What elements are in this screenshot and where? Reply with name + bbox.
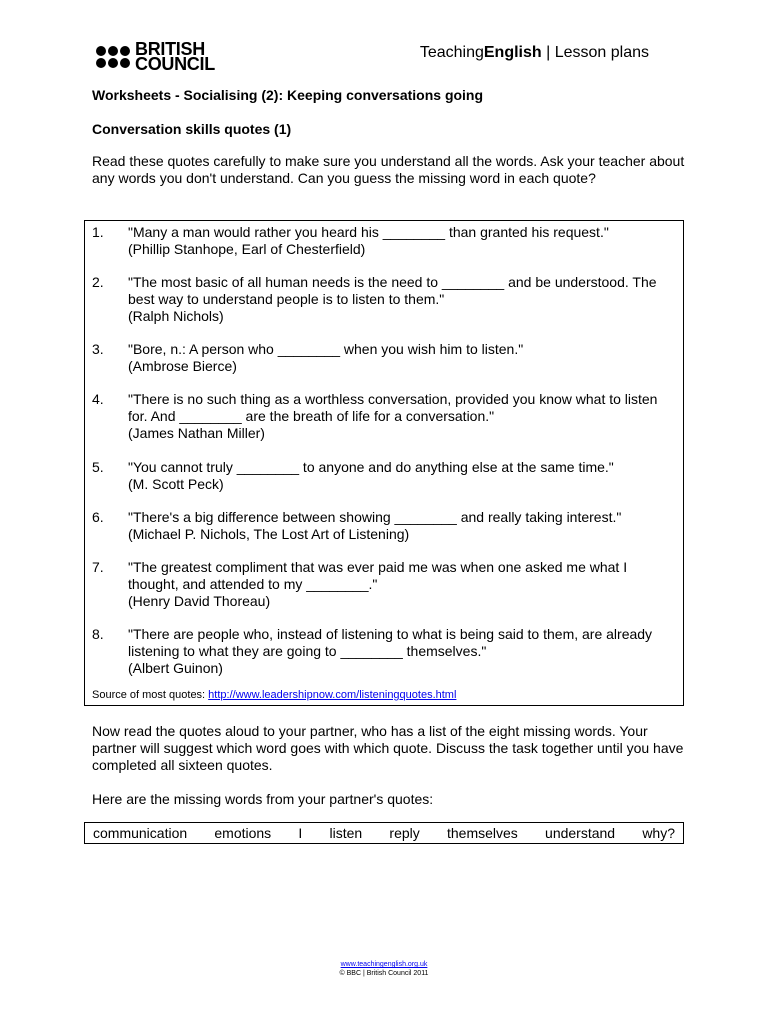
quote-attribution: (Ambrose Bierce) [128,358,237,374]
page-footer [0,960,768,978]
british-council-logo [96,39,215,74]
quotes-box [84,220,684,706]
quote-text: "There's a big difference between showing ________ and really taking interest." [128,509,622,525]
quote-number: 4. [92,391,104,407]
instructions-paragraph: Now read the quotes aloud to your partner, who has a list of the eight missing words. Your partner will suggest which word goes with which quote. Discuss the task together until you have completed all sixteen quotes. [92,723,684,773]
missing-word: communication [93,825,188,841]
missing-word: why? [642,825,675,841]
logo-dots-icon [96,46,130,68]
quote-number: 8. [92,626,104,642]
teachingenglish-brand: TeachingEnglish | Lesson plans [419,44,649,61]
footer-link[interactable]: www.teachingenglish.org.uk [340,961,428,968]
missing-words-box [84,822,684,844]
quote-number: 1. [92,224,104,240]
quote-text: "There are people who, instead of listening to what is being said to them, are already listening to what they are going to ________ themselves." [128,626,653,659]
worksheet-title: Worksheets - Socialising (2): Keeping conversations going [92,87,484,103]
source-link[interactable]: http://www.leadershipnow.com/listeningquotes.html [208,689,457,701]
quote-text: "There is no such thing as a worthless conversation, provided you know what to listen for. And ________ are the breath of life for a conversation." [128,391,658,424]
quote-attribution: (Michael P. Nichols, The Lost Art of Listening) [128,526,410,542]
quote-number: 6. [92,509,104,525]
quote-text: "The greatest compliment that was ever paid me was when one asked me what I thought, and attended to my ________." [128,559,628,592]
logo-wordmark: BRITISH COUNCIL [135,39,215,74]
section-title: Conversation skills quotes (1) [92,121,292,137]
quote-number: 2. [92,274,104,290]
footer-copyright: © BBC | British Council 2011 [339,970,429,977]
quotes-source [92,689,456,701]
quote-attribution: (Henry David Thoreau) [128,593,271,609]
source-label: Source of most quotes: [92,689,209,701]
quote-text: "Many a man would rather you heard his ________ than granted his request." [128,224,609,240]
missing-word: listen [329,825,363,841]
missing-word: I [298,825,303,841]
missing-word: themselves [447,825,518,841]
quote-attribution: (Phillip Stanhope, Earl of Chesterfield) [128,241,366,257]
quote-number: 5. [92,459,104,475]
intro-paragraph: Read these quotes carefully to make sure you understand all the words. Ask your teacher about any words you don't understand. Can you guess the missing word in each quote? [92,153,685,186]
quote-text: "Bore, n.: A person who ________ when you wish him to listen." [128,341,524,357]
missing-word: emotions [214,825,272,841]
quote-attribution: (James Nathan Miller) [128,425,265,441]
quote-number: 7. [92,559,104,575]
missing-word: reply [389,825,420,841]
quote-attribution: (Albert Guinon) [128,660,223,676]
missing-word: understand [545,825,616,841]
missing-words-intro: Here are the missing words from your partner's quotes: [92,791,434,807]
quote-attribution: (Ralph Nichols) [128,308,224,324]
quote-text: "The most basic of all human needs is the need to ________ and be understood. The best way to understand people is to listen to them." [128,274,657,307]
quote-attribution: (M. Scott Peck) [128,476,224,492]
quote-text: "You cannot truly ________ to anyone and do anything else at the same time." [128,459,614,475]
quote-number: 3. [92,341,104,357]
